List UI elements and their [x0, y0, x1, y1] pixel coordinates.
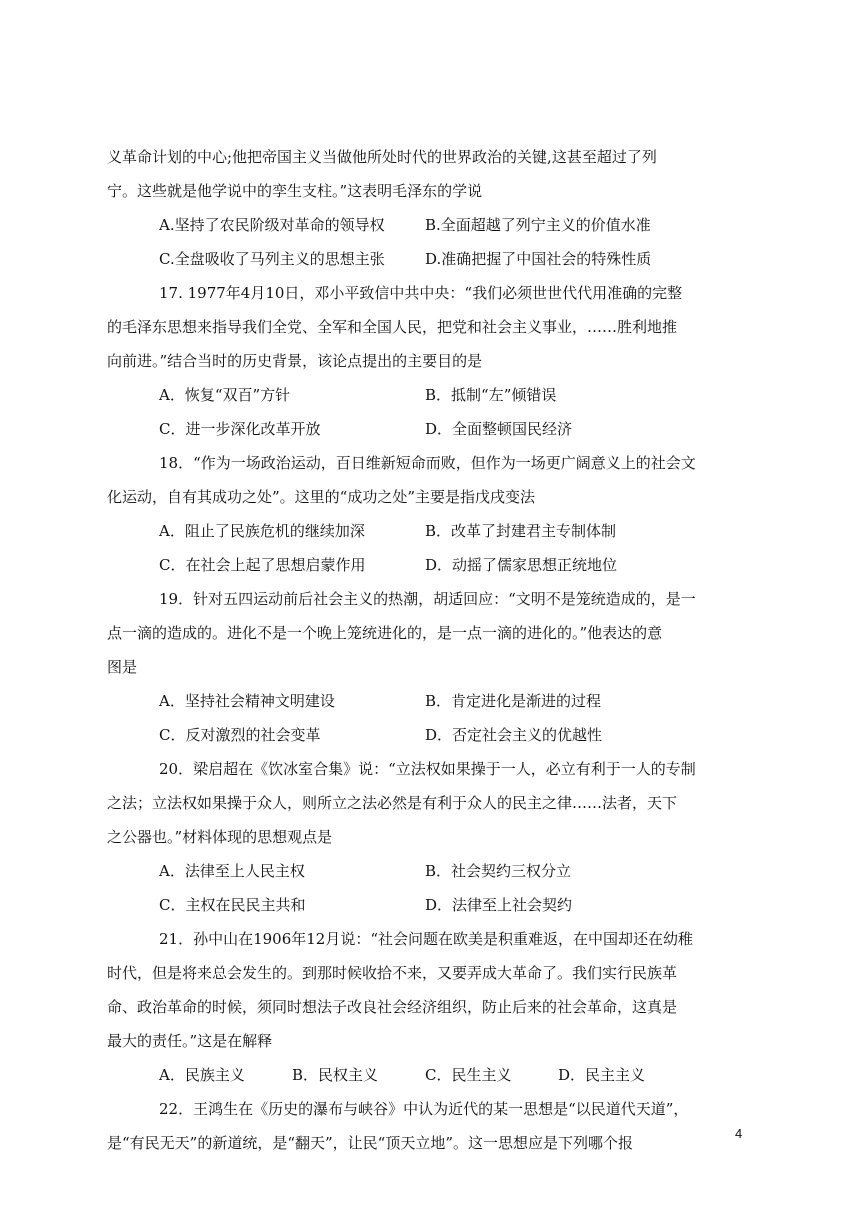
q19-stem-line-2: 点一滴的造成的。进化不是一个晚上笼统进化的，是一点一滴的进化的。”他表达的意: [107, 624, 663, 642]
q20-stem-line-1: 20．梁启超在《饮冰室合集》说：“立法权如果操于一人，必立有利于一人的专制: [159, 760, 696, 778]
q17-stem-line-2: 的毛泽东思想来指导我们全党、全军和全国人民，把党和社会主义事业，……胜利地推: [107, 318, 678, 336]
q21-stem-line-1: 21．孙中山在1906年12月说：“社会问题在欧美是积重难返，在中国却还在幼稚: [159, 930, 694, 948]
q20-option-d: D．法律至上社会契约: [425, 896, 573, 914]
q20-option-c: C．主权在民民主共和: [159, 896, 306, 914]
q18-option-c: C．在社会上起了思想启蒙作用: [159, 556, 366, 574]
q19-option-c: C．反对激烈的社会变革: [159, 726, 321, 744]
q18-options-row-2: [107, 548, 747, 582]
q19-option-b: B．肯定进化是渐进的过程: [425, 692, 602, 710]
q20-options-row-1: [107, 854, 747, 888]
page-number: 4: [735, 1126, 743, 1141]
q16-stem-line-1: 义革命计划的中心;他把帝国主义当做他所处时代的世界政治的关键,这甚至超过了列: [107, 148, 657, 166]
q19-options-row-2: [107, 718, 747, 752]
q21-stem-line-2: 时代，但是将来总会发生的。到那时候收拾不来，又要弄成大革命了。我们实行民族革: [107, 964, 678, 982]
q17-option-a: A．恢复“双百”方针: [159, 386, 291, 404]
q16-options-row-2: [107, 242, 747, 276]
q18-options-row-1: [107, 514, 747, 548]
q20-options-row-2: [107, 888, 747, 922]
q19-options-row-1: [107, 684, 747, 718]
page-content: [107, 140, 747, 1160]
q16-option-d: D.准确把握了中国社会的特殊性质: [425, 250, 652, 268]
q22-stem-line-2: 是“有民无天”的新道统，是“翻天”，让民“顶天立地”。这一思想应是下列哪个报: [107, 1134, 634, 1152]
q17-option-c: C．进一步深化改革开放: [159, 420, 321, 438]
q20-option-b: B．社会契约三权分立: [425, 862, 572, 880]
q21-option-c: C．民生主义: [425, 1066, 512, 1084]
q21-stem-line-4: 最大的责任。”这是在解释: [107, 1032, 273, 1050]
q22-stem-line-1: 22．王鸿生在《历史的瀑布与峡谷》中认为近代的某一思想是“以民道代天道”，: [159, 1100, 689, 1118]
q18-stem-line-2: 化运动，自有其成功之处”。这里的“成功之处”主要是指戊戌变法: [107, 488, 536, 506]
q17-option-d: D．全面整顿国民经济: [425, 420, 573, 438]
q17-options-row-1: [107, 378, 747, 412]
q21-option-a: A．民族主义: [159, 1066, 245, 1084]
q21-option-d: D．民主主义: [558, 1066, 646, 1084]
q16-option-a: A.坚持了农民阶级对革命的领导权: [159, 216, 385, 234]
q20-stem-line-2: 之法；立法权如果操于众人，则所立之法必然是有利于众人的民主之律……法者，天下: [107, 794, 678, 812]
q16-stem-line-2: 宁。这些就是他学说中的孪生支柱。”这表明毛泽东的学说: [107, 182, 483, 200]
q17-options-row-2: [107, 412, 747, 446]
q17-option-b: B．抵制“左”倾错误: [425, 386, 557, 404]
q19-option-a: A．坚持社会精神文明建设: [159, 692, 335, 710]
q20-option-a: A．法律至上人民主权: [159, 862, 305, 880]
q18-option-d: D．动摇了儒家思想正统地位: [425, 556, 618, 574]
q18-stem-line-1: 18．“作为一场政治运动，百日维新短命而败，但作为一场更广阔意义上的社会文: [159, 454, 696, 472]
q17-stem-line-3: 向前进。”结合当时的历史背景，该论点提出的主要目的是: [107, 352, 483, 370]
q21-options-row: [107, 1058, 747, 1092]
q16-option-c: C.全盘吸收了马列主义的思想主张: [159, 250, 385, 268]
q19-option-d: D．否定社会主义的优越性: [425, 726, 603, 744]
q18-option-b: B．改革了封建君主专制体制: [425, 522, 617, 540]
q21-option-b: B．民权主义: [292, 1066, 379, 1084]
q16-options-row-1: [107, 208, 747, 242]
q19-stem-line-1: 19．针对五四运动前后社会主义的热潮，胡适回应：“文明不是笼统造成的，是一: [159, 590, 696, 608]
q18-option-a: A．阻止了民族危机的继续加深: [159, 522, 365, 540]
q16-option-b: B.全面超越了列宁主义的价值水准: [425, 216, 651, 234]
q19-stem-line-3: 图是: [107, 658, 138, 676]
q21-stem-line-3: 命、政治革命的时候，须同时想法子改良社会经济组织，防止后来的社会革命，这真是: [107, 998, 678, 1016]
q17-stem-line-1: 17. 1977年4月10日，邓小平致信中共中央：“我们必须世世代代用准确的完整: [159, 284, 683, 302]
q20-stem-line-3: 之公器也。”材料体现的思想观点是: [107, 828, 333, 846]
